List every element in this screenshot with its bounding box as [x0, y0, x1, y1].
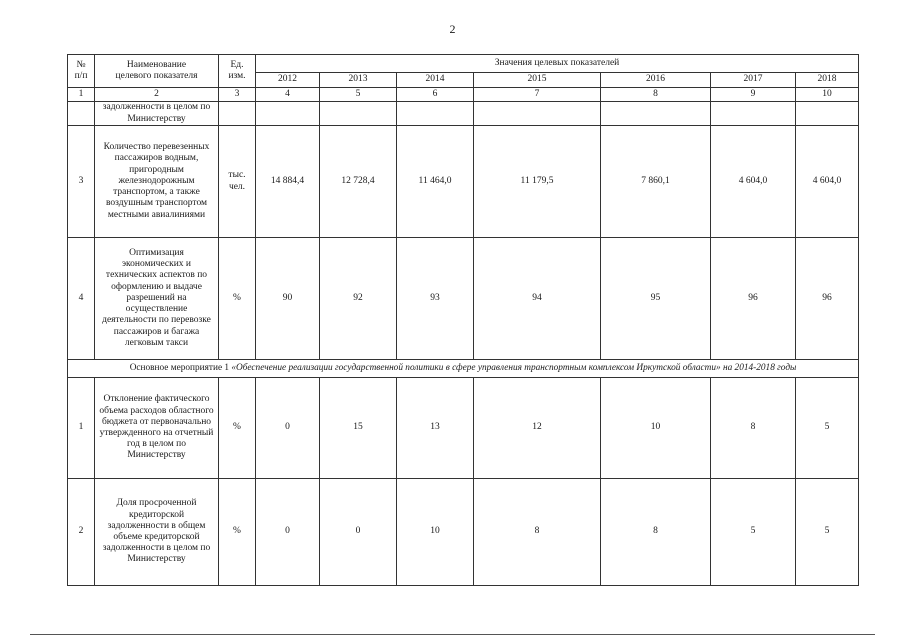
value-cell: 8 — [474, 479, 601, 586]
unit-cell: % — [219, 479, 256, 586]
value-cell: 10 — [601, 378, 711, 479]
row-number: 2 — [68, 479, 95, 586]
column-number: 6 — [397, 88, 474, 102]
value-cell: 13 — [397, 378, 474, 479]
page-number: 2 — [449, 22, 456, 36]
column-number: 2 — [95, 88, 219, 102]
indicator-name: Доля просроченной кредиторской задолженности в общем объеме кредиторской задолженности в целом по Министерству — [95, 479, 219, 586]
value-cell: 8 — [711, 378, 796, 479]
unit-cell: % — [219, 238, 256, 360]
value-cell: 5 — [711, 479, 796, 586]
header-year: 2012 — [256, 73, 320, 88]
row-number: 3 — [68, 126, 95, 238]
value-cell: 93 — [397, 238, 474, 360]
header-year: 2013 — [320, 73, 397, 88]
section-row — [68, 360, 859, 378]
indicator-name: задолженности в целом по Министерству — [95, 102, 219, 126]
value-cell: 96 — [796, 238, 859, 360]
section-heading — [68, 360, 859, 378]
column-number: 7 — [474, 88, 601, 102]
header-values-title: Значения целевых показателей — [256, 55, 859, 73]
column-number: 5 — [320, 88, 397, 102]
header-year: 2016 — [601, 73, 711, 88]
value-cell: 95 — [601, 238, 711, 360]
header-year: 2014 — [397, 73, 474, 88]
column-number: 1 — [68, 88, 95, 102]
value-cell: 5 — [796, 479, 859, 586]
column-number: 10 — [796, 88, 859, 102]
value-cell: 12 728,4 — [320, 126, 397, 238]
header-name: Наименование целевого показателя — [95, 55, 219, 88]
value-cell — [601, 102, 711, 126]
section-prefix: Основное мероприятие 1 — [129, 363, 232, 374]
value-cell — [711, 102, 796, 126]
value-cell: 0 — [256, 479, 320, 586]
indicators-table — [67, 54, 859, 586]
value-cell: 10 — [397, 479, 474, 586]
header-year: 2018 — [796, 73, 859, 88]
table-row — [68, 238, 859, 360]
value-cell: 0 — [256, 378, 320, 479]
value-cell — [320, 102, 397, 126]
header-unit: Ед. изм. — [219, 55, 256, 88]
column-number: 3 — [219, 88, 256, 102]
indicator-name: Количество перевезенных пассажиров водным, пригородным железнодорожным транспортом, а также воздушным транспортом местными авиалиниями — [95, 126, 219, 238]
value-cell: 94 — [474, 238, 601, 360]
value-cell: 92 — [320, 238, 397, 360]
value-cell: 14 884,4 — [256, 126, 320, 238]
unit-cell: тыс. чел. — [219, 126, 256, 238]
value-cell: 90 — [256, 238, 320, 360]
row-number: 4 — [68, 238, 95, 360]
value-cell: 11 179,5 — [474, 126, 601, 238]
value-cell: 96 — [711, 238, 796, 360]
value-cell — [796, 102, 859, 126]
header-year: 2015 — [474, 73, 601, 88]
value-cell: 4 604,0 — [711, 126, 796, 238]
indicator-name: Отклонение фактического объема расходов областного бюджета от первоначально утвержденного на отчетный год в целом по Министерству — [95, 378, 219, 479]
unit-cell: % — [219, 378, 256, 479]
value-cell: 4 604,0 — [796, 126, 859, 238]
header-num: № п/п — [68, 55, 95, 88]
value-cell — [474, 102, 601, 126]
section-title: «Обеспечение реализации государственной политики в сфере управления транспортным комплексом Иркутской области» на 2014-2018 годы — [231, 363, 797, 374]
value-cell — [256, 102, 320, 126]
page-bottom-rule — [30, 634, 875, 635]
header-year: 2017 — [711, 73, 796, 88]
column-number: 8 — [601, 88, 711, 102]
value-cell: 5 — [796, 378, 859, 479]
value-cell: 7 860,1 — [601, 126, 711, 238]
column-number: 9 — [711, 88, 796, 102]
value-cell: 15 — [320, 378, 397, 479]
row-number: 1 — [68, 378, 95, 479]
unit-cell — [219, 102, 256, 126]
column-number: 4 — [256, 88, 320, 102]
value-cell: 0 — [320, 479, 397, 586]
value-cell: 12 — [474, 378, 601, 479]
row-number — [68, 102, 95, 126]
table-row — [68, 479, 859, 586]
value-cell: 11 464,0 — [397, 126, 474, 238]
indicator-name: Оптимизация экономических и технических аспектов по оформлению и выдаче разрешений на осуществление деятельности по перевозке пассажиров и багажа легковым такси — [95, 238, 219, 360]
value-cell — [397, 102, 474, 126]
table-row — [68, 126, 859, 238]
value-cell: 8 — [601, 479, 711, 586]
table-row — [68, 102, 859, 126]
table-row — [68, 378, 859, 479]
